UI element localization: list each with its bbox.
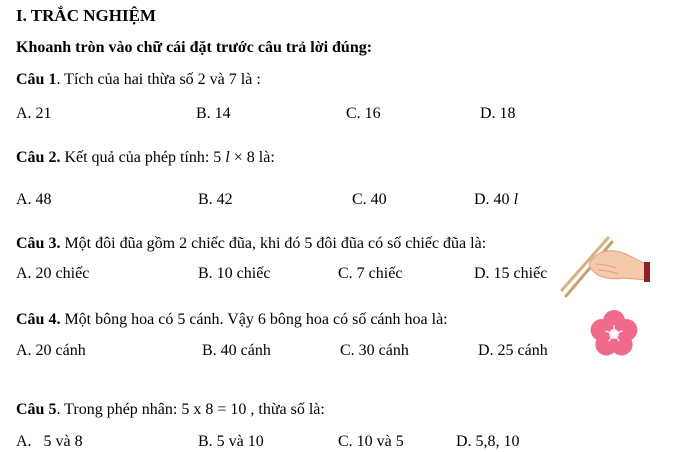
q5-option-b[interactable]: B. 5 và 10 bbox=[198, 433, 264, 450]
question-4 bbox=[16, 310, 448, 330]
question-1 bbox=[16, 70, 261, 90]
q3-option-b[interactable]: B. 10 chiếc bbox=[198, 265, 271, 282]
q3-option-d[interactable]: D. 15 chiếc bbox=[474, 265, 548, 282]
q4-option-c[interactable]: C. 30 cánh bbox=[340, 342, 409, 359]
q1-option-b[interactable]: B. 14 bbox=[196, 105, 231, 122]
q2-option-b[interactable]: B. 42 bbox=[198, 191, 233, 208]
q3-option-c[interactable]: C. 7 chiếc bbox=[338, 265, 403, 282]
question-2-label: Câu 2. bbox=[16, 149, 61, 166]
question-1-text: . Tích của hai thừa số 2 và 7 là : bbox=[56, 71, 261, 88]
chopsticks-hand-icon bbox=[560, 234, 650, 300]
question-2 bbox=[16, 148, 275, 168]
q5-option-a[interactable]: A. 5 và 8 bbox=[16, 433, 83, 450]
question-4-label: Câu 4. bbox=[16, 311, 61, 328]
q2-option-d[interactable] bbox=[474, 190, 518, 210]
question-2-text-before: Kết quả của phép tính: 5 bbox=[60, 149, 226, 166]
question-2-text-after: × 8 là: bbox=[229, 149, 275, 166]
question-4-text: Một bông hoa có 5 cánh. Vậy 6 bông hoa có số cánh hoa là: bbox=[60, 311, 448, 328]
question-3-label: Câu 3. bbox=[16, 235, 61, 252]
q1-option-c[interactable]: C. 16 bbox=[346, 105, 381, 122]
q5-option-c[interactable]: C. 10 và 5 bbox=[338, 433, 404, 450]
q2-option-a[interactable]: A. 48 bbox=[16, 191, 52, 208]
question-1-label: Câu 1 bbox=[16, 71, 57, 88]
q3-option-a[interactable]: A. 20 chiếc bbox=[16, 265, 90, 282]
section-title: I. TRẮC NGHIỆM bbox=[16, 6, 156, 25]
flower-icon bbox=[588, 308, 640, 360]
q2-option-d-text: D. 40 bbox=[474, 191, 514, 208]
question-5-text: . Trong phép nhân: 5 x 8 = 10 , thừa số là: bbox=[56, 401, 325, 418]
question-3-text: Một đôi đũa gồm 2 chiếc đũa, khi đó 5 đôi đũa có số chiếc đũa là: bbox=[60, 235, 487, 252]
question-2-unit: l bbox=[225, 149, 230, 166]
question-5 bbox=[16, 400, 325, 420]
q4-option-a[interactable]: A. 20 cánh bbox=[16, 342, 86, 359]
q4-option-d[interactable]: D. 25 cánh bbox=[478, 342, 548, 359]
q4-option-b[interactable]: B. 40 cánh bbox=[202, 342, 271, 359]
q1-option-d[interactable]: D. 18 bbox=[480, 105, 516, 122]
q2-option-d-unit: l bbox=[513, 191, 519, 208]
instruction: Khoanh tròn vào chữ cái đặt trước câu trả lời đúng: bbox=[16, 39, 373, 56]
question-5-label: Câu 5 bbox=[16, 401, 57, 418]
question-3 bbox=[16, 234, 486, 254]
q2-option-c[interactable]: C. 40 bbox=[352, 191, 387, 208]
q1-option-a[interactable]: A. 21 bbox=[16, 105, 52, 122]
q5-option-d[interactable]: D. 5,8, 10 bbox=[456, 433, 520, 450]
